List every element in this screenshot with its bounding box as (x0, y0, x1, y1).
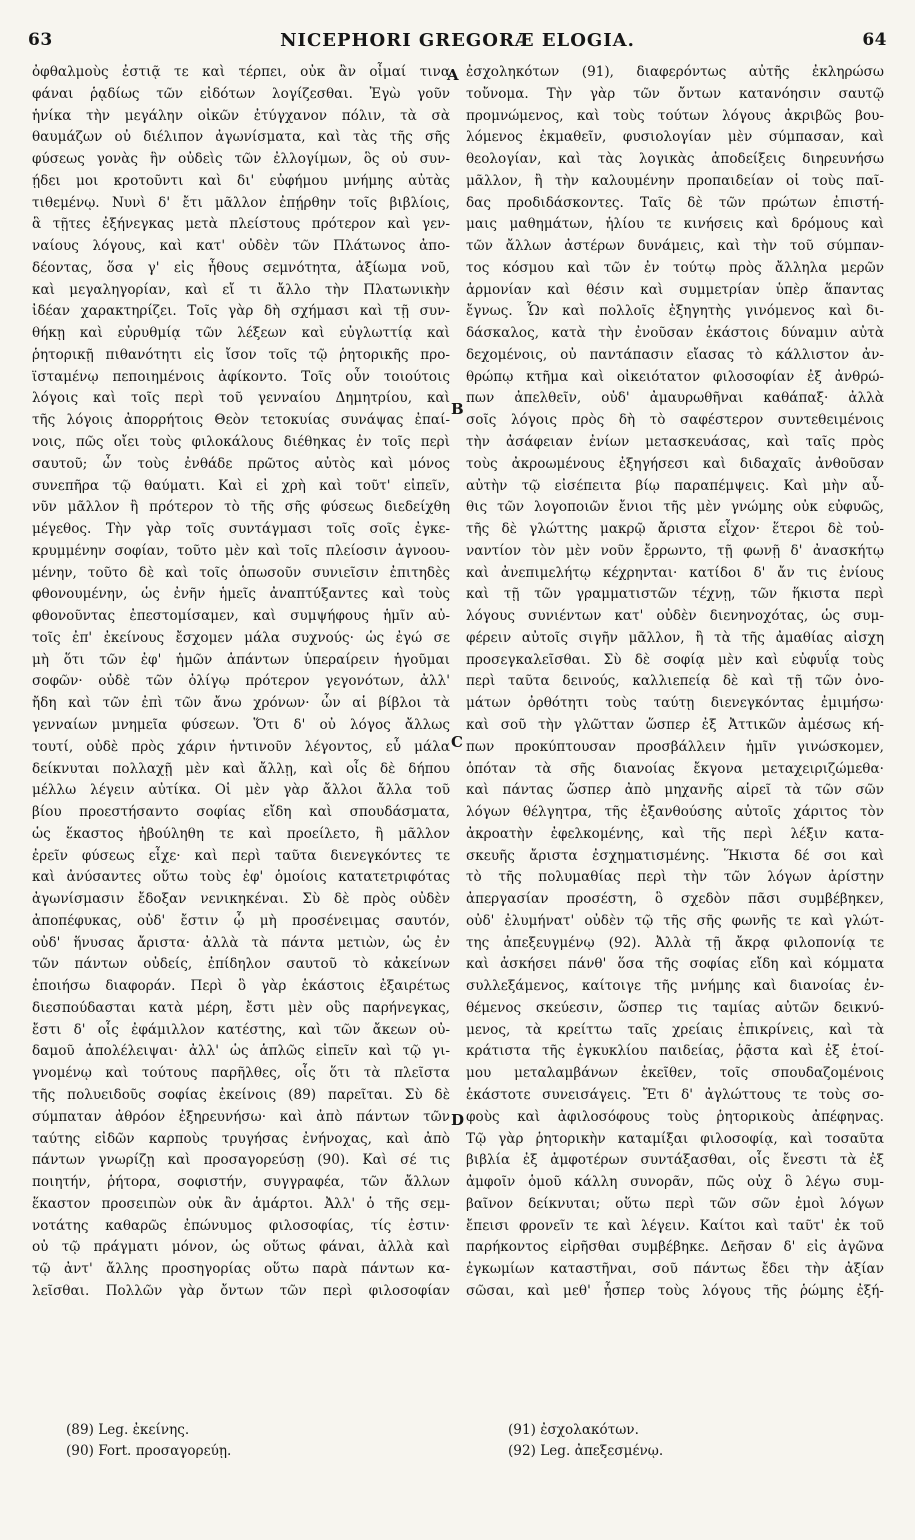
right-column-line: λόγους συνιέντων κατ' οὐδὲν διενηνοχότας, ὡς συμ- (466, 608, 884, 625)
left-column-line: μένην, τοῦτο δὲ καὶ τοῖς ὁπωσοῦν συνιεῖσιν ἐπιτηδὲς (32, 564, 450, 581)
right-column-line: πων ἀπελθεῖν, οὐδ' ἀμαυρωθῆναι καθάπαξ· ἀλλὰ (466, 390, 884, 407)
left-column-line: φθονοῦντας ἐπεστομίσαμεν, καὶ συμψήφους ἡμῖν αὐ- (32, 608, 450, 625)
left-column-line: ἔστι δ' οἷς ἐφάμιλλον κατέστης, καὶ τῶν ἄκεων οὐ- (32, 1021, 450, 1038)
right-column-line: Τῷ γὰρ ῥητορικὴν καταμίξαι φιλοσοφίᾳ, καὶ τοσαῦτα (466, 1130, 884, 1147)
left-column-line: νοις, πῶς οἴει τοὺς φιλοκάλους διέθηκας ἐν τοῖς περὶ (32, 434, 450, 451)
right-column-line: καὶ πάντας ὥσπερ ἀπὸ μηχανῆς αἱρεῖ τὰ τῶν σῶν (466, 782, 884, 799)
left-column-line: ὡς ἕκαστος ἠβούληθη τε καὶ προείλετο, ἢ μᾶλλον (32, 825, 450, 842)
right-text-column (466, 62, 884, 1303)
left-column-line: τουτί, οὐδὲ πρὸς χάριν ἡντινοῦν λέγοντος, εὖ μάλα (32, 738, 450, 755)
left-column-line: γενναίων μνημεῖα φύσεων. Ὅτι δ' οὐ λόγος ἄλλως (32, 716, 450, 733)
left-column-line: φθονουμένην, ὡς ἐνῆν ἡμεῖς ἀναπτύξαντες καὶ τοὺς (32, 586, 450, 603)
right-column-line: κράτιστα τῆς ἐγκυκλίου παιδείας, ῥᾷστα καὶ ἐξ ἑτοί- (466, 1043, 884, 1060)
left-column-line: τιθεμένῳ. Νυνὶ δ' ἔτι μᾶλλον ἐπῄρθην τοῖς βιβλίοις, (32, 194, 450, 211)
right-column-line: τοὔνομα. Τὴν γὰρ τῶν ὄντων κατανόησιν σαυτῷ (466, 85, 884, 102)
left-column-line: θήκῃ καὶ εὐρυθμίᾳ τῶν λέξεων καὶ εὐγλωττίᾳ καὶ (32, 325, 450, 342)
left-column-line: ϊσταμένῳ πεποιημένοις ἀφίκοντο. Τοῖς οὖν τοιούτοις (32, 368, 450, 385)
right-column-line: προσεγκαλεῖσθαι. Σὺ δὲ σοφίᾳ μὲν καὶ εὐφυΐᾳ τοὺς (466, 651, 884, 668)
left-column-line: δαμοῦ ἀπολέλειψαι· ἀλλ' ὡς ἁπλῶς εἰπεῖν καὶ τῷ γι- (32, 1043, 450, 1060)
footnote: (89) Leg. ἐκείνης. (66, 1422, 190, 1438)
left-column-line: τῆς πολυειδοῦς σοφίας ἐκείνοις (89) παρεῖται. Σὺ δὲ (32, 1086, 450, 1103)
right-column-line: ναντίον τὸν μὲν νοῦν ἔρρωντο, τῇ φωνῇ δ' ἀνασκήτῳ (466, 542, 884, 559)
left-column-line: ἕκαστον προσειπὼν οὐκ ἂν ἁμάρτοι. Ἀλλ' ὁ τῆς σεμ- (32, 1195, 450, 1212)
left-column-line: ποιητήν, ῥήτορα, σοφιστήν, συγγραφέα, τῶν ἄλλων (32, 1174, 450, 1191)
right-column-line: μάτων ὀρθότητι τοὺς ταύτῃ διενεγκόντας ἐμιμήσω· (466, 695, 884, 712)
right-column-line: ἐσχοληκότων (91), διαφερόντως αὐτῆς ἐκληρώσω (466, 64, 884, 80)
left-column-line: δέοντας, ὅσα γ' εἰς ἦθους σεμνότητα, ἀξίωμα νοῦ, (32, 259, 450, 276)
right-column-line: θεολογίαν, καὶ τὰς λογικὰς ἀποδείξεις διηρευνήσω (466, 151, 884, 168)
left-column-line: ναίους λόγους, καὶ κατ' οὐδὲν τῶν Πλάτωνος ἀπο- (32, 238, 450, 255)
right-column-line: ἔγνως. Ὧν καὶ πολλοῖς ἐξηγητὴς γινόμενος καὶ δι- (466, 303, 884, 320)
left-column-line: τοῖς ἐπ' ἐκείνους ἔσχομεν μάλα συχνούς· ὡς ἐγώ σε (32, 629, 450, 646)
left-column-line: ἐρεῖν φύσεως εἶχε· καὶ περὶ ταῦτα διενεγκόντες τε (32, 847, 450, 864)
left-column-line: βίου προεστήσαντο σοφίας εἴδη καὶ σπουδάσματα, (32, 804, 450, 821)
right-column-line: λόγων θέλγητρα, τῆς ἐξανθούσης αὐτοῖς χάριτος τὸν (466, 804, 884, 821)
right-column-line: ἁρμονίαν καὶ θέσιν καὶ συμμετρίαν ὑπὲρ ἅπαντας (466, 281, 884, 298)
footnote: (90) Fort. προσαγορεύῃ. (66, 1443, 232, 1459)
left-column-line: λόγοις καὶ τοῖς περὶ τοῦ γενναίου Δημητρίου, καὶ (32, 390, 450, 407)
section-marker-a: A (447, 66, 459, 84)
right-column-line: ἑκάστοτε συνεισάγεις. Ἔτι δ' ἀγλώττους τε τοὺς σο- (466, 1086, 884, 1103)
footnotes-right (508, 1420, 808, 1462)
right-column-line: περὶ ταῦτα δεινούς, καλλιεπείᾳ δὲ καὶ τῇ τῶν ὀνο- (466, 673, 884, 690)
right-column-line: τὸ τῆς πολυμαθίας περὶ τὴν τῶν λόγων ἀρίστην (466, 869, 884, 886)
right-column-line: ἐγκωμίων καταστῆναι, σοῦ πάντως ἔδει τὴν ἀξίαν (466, 1261, 884, 1278)
page-number-left: 63 (28, 30, 53, 50)
left-column-line: σοφῶν· οὐδὲ τῶν ὀλίγῳ πρότερον γεγονότων, ἀλλ' (32, 673, 450, 690)
left-column-line: γνομένῳ καὶ τούτους παρῆλθες, οἷς ὅτι τὰ πλεῖστα (32, 1065, 450, 1082)
page-number-right: 64 (862, 30, 887, 50)
right-column-line: μαις μαθημάτων, ἡλίου τε κινήσεις καὶ δρόμους καὶ (466, 216, 884, 233)
right-column-line: καὶ σοῦ τὴν γλῶτταν ὥσπερ ἐξ Ἀττικῶν ἀμέσως κή- (466, 716, 884, 733)
right-column-line: ἀμφοῖν ὁμοῦ κάλλη συνορᾶν, πῶς οὐχ ὃ λέγω συμ- (466, 1174, 884, 1191)
right-column-line: τοὺς ἀκροωμένους ἐξηγήσεσι καὶ διδαχαῖς ἀνθοῦσαν (466, 455, 884, 472)
right-column-line: φέρειν αὐτοῖς σιγῆν μᾶλλον, ἢ τὰ τῆς ἀμαθίας αἰσχη (466, 629, 884, 646)
left-column-line: ἐποιήσω διαφοράν. Περὶ ὃ γὰρ ἑκάστοις ἐξαιρέτως (32, 978, 450, 995)
left-column-line: νῦν μᾶλλον ἢ πρότερον τὸ τῆς σῆς φύσεως διεδείχθη (32, 499, 450, 516)
footnote: (91) ἐσχολακότων. (508, 1422, 639, 1438)
section-marker-c: C (451, 733, 463, 751)
left-column-line: φύσεως γονὰς ἣν οὐδεὶς τῶν ἐλλογίμων, ὃς οὐ συν- (32, 151, 450, 168)
right-column-line: ἀκροατὴν ἐφελκομένης, καὶ τῆς περὶ λέξιν κατα- (466, 825, 884, 842)
right-column-line: καὶ τῇ τῶν γραμματιστῶν τέχνῃ, τῶν ἥκιστα περὶ (466, 586, 884, 603)
left-column-line: ταύτης εἰδῶν καρποὺς τρυγήσας ἐνήνοχας, καὶ ἀπὸ (32, 1130, 450, 1147)
left-column-line: ἤδη καὶ τῶν ἐπὶ τῶν ἄνω χρόνων· ὧν αἱ βίβλοι τὰ (32, 695, 450, 712)
left-column-line: καὶ ἀνύσαντες οὕτω τοὺς ἐφ' ὁμοίοις κατατετριφότας (32, 869, 450, 886)
right-column-line: βαῖνον δείκνυται; οὕτω περὶ τῶν σῶν ἐμοὶ λόγων (466, 1195, 884, 1212)
section-marker-b: B (451, 400, 464, 418)
footnotes-left (66, 1420, 366, 1462)
right-column-line: θρώπῳ κτῆμα καὶ οἰκειότατον φιλοσοφίαν ἐξ ἀνθρώ- (466, 368, 884, 385)
left-column-line: ὀφθαλμοὺς ἐστιᾷ τε καὶ τέρπει, οὐκ ἂν οἶμαί τινα (32, 64, 450, 80)
right-column-line: της ἀπεξευγμένῳ (92). Ἀλλὰ τῇ ἄκρᾳ φιλοπονίᾳ τε (466, 934, 884, 951)
right-column-line: δεχομένοις, οὐ παντάπασιν εἴασας τὸ κάλλιστον ἀν- (466, 346, 884, 363)
left-column-line: ἀγωνίσμασιν ἔδοξαν νενικηκέναι. Σὺ δὲ πρὸς οὐδὲν (32, 891, 450, 908)
left-column-line: ἃ τῇτες ἐξήνεγκας μετὰ πλείστους πρότερον καὶ γεν- (32, 216, 450, 233)
right-column-line: πων προκύπτουσαν προσβάλλειν ἡμῖν γινώσκομεν, (466, 738, 884, 755)
left-column-line: καὶ μεγαληγορίαν, καὶ εἴ τι ἄλλο τὴν Πλατωνικὴν (32, 281, 450, 298)
left-column-line: ἰδέαν χαρακτηρίζει. Τοῖς γὰρ δὴ σχήμασι καὶ τῇ συν- (32, 303, 450, 320)
right-column-line: σοῖς λόγοις πρὸς δὴ τὸ σαφέστερον συντεθειμένοις (466, 412, 884, 429)
right-column-line: τῆς δὲ γλώττης μακρῷ ἄριστα εἶχον· ἕτεροι δὲ τοὐ- (466, 521, 884, 538)
right-column-line: τος κόσμου καὶ τῶν ἐν τούτῳ πρὸς ἄλληλα μερῶν (466, 259, 884, 276)
left-column-line: συνεπῆρα τῷ θαύματι. Καὶ εἰ χρὴ καὶ τοῦτ' εἰπεῖν, (32, 477, 450, 494)
right-column-line: μενος, τὰ κρείττω ταῖς χρείαις ἐπικρίνεις, καὶ τὰ (466, 1021, 884, 1038)
left-column-line: ἀποπέφυκας, οὐδ' ἔστιν ᾧ μὴ προσένειμας σαυτόν, (32, 912, 450, 929)
right-column-line: παρήκοντος εἰρῆσθαι συμβέβηκε. Δεῆσαν δ' εἰς ἀγῶνα (466, 1239, 884, 1256)
right-column-line: σῶσαι, καὶ μεθ' ἧσπερ τοὺς λόγους τῆς ῥώμης ἐξή- (466, 1282, 884, 1299)
left-column-line: κρυμμένην σοφίαν, τοῦτο μὲν καὶ τοῖς πλείοσιν ἀγνοου- (32, 542, 450, 559)
right-column-line: βιβλία ἐξ ἀμφοτέρων συντάξασθαι, οἷς ἔνεστι τὰ ἐξ (466, 1152, 884, 1169)
right-column-line: καὶ ἀνεπιμελήτῳ κέχρηνται· κατίδοι δ' ἄν τις ἐνίους (466, 564, 884, 581)
right-column-line: ἔπεισι φρονεῖν τε καὶ λέγειν. Καίτοι καὶ ταῦτ' ἐκ τοῦ (466, 1217, 884, 1234)
right-column-line: δάσκαλος, κατὰ τὴν ἐνοῦσαν ἑκάστοις δύναμιν αὐτὰ (466, 325, 884, 342)
left-column-line: ἡνίκα τὴν μεγάλην οἰκῶν ἐτύγχανον πόλιν, τὰ σὰ (32, 107, 450, 124)
right-column-line: μᾶλλον, ἢ τὴν καλουμένην προπαιδείαν οἱ τοὺς παῖ- (466, 172, 884, 189)
footnote: (92) Leg. ἀπεξεσμένῳ. (508, 1443, 664, 1459)
section-marker-d: D (451, 1111, 465, 1129)
right-column-line: ὁπόταν τὰ σῆς διανοίας ἔκγονα μεταχειριζώμεθα· (466, 760, 884, 777)
left-column-line: ῥητορικῇ πιθανότητι εἰς ἴσον τοῖς τῷ ῥητορικῆς προ- (32, 346, 450, 363)
left-column-line: τῶν πάντων οὐδείς, ἐπίδηλον σαυτοῦ τὸ κἀκείνων (32, 956, 450, 973)
right-column-line: οὐδ' ἐλυμήνατ' οὐδὲν τῷ τῆς σῆς φωνῆς τε καὶ γλώτ- (466, 912, 884, 929)
left-column-line: τῆς λόγοις ἀπορρήτοις Θεὸν τετοκυίας συνάψας ἐπαί- (32, 412, 450, 429)
left-column-line: σαυτοῦ; ὧν τοὺς ἐνθάδε πρῶτος αὐτὸς καὶ μόνος (32, 455, 450, 472)
page-header (28, 30, 887, 56)
right-column-line: τὴν ἀσάφειαν ἐνίων μετασκευάσας, καὶ ταῖς πρὸς (466, 434, 884, 451)
left-column-line: μέλλω λέγειν αὐτίκα. Οἱ μὲν γὰρ ἄλλοι ἄλλα τοῦ (32, 782, 450, 799)
left-column-line: νοτάτης καθαρῶς ἐπώνυμος φιλοσοφίας, τίς ἐστιν· (32, 1217, 450, 1234)
right-column-line: μου μεταλαμβάνων ἐκεῖθεν, τοῖς σπουδαζομένοις (466, 1065, 884, 1082)
left-column-line: οὐδ' ἥνυσας ἄριστα· ἀλλὰ τὰ πάντα μετιὼν, ὡς ἐν (32, 934, 450, 951)
left-text-column (32, 62, 450, 1303)
running-title: NICEPHORI GREGORÆ ELOGIA. (280, 30, 635, 51)
right-column-line: σκευῆς ἄριστα ἐσχηματισμένης. Ἥκιστα δέ σοι καὶ (466, 847, 884, 864)
left-column-line: φάναι ῥᾳδίως τῶν εἰδότων λογίζεσθαι. Ἐγὼ γοῦν (32, 85, 450, 102)
left-column-line: δείκνυται πολλαχῇ μὲν καὶ ἄλλῃ, καὶ οἷς δὲ δήπου (32, 760, 450, 777)
right-column-line: καὶ ἀσκήσει πάνθ' ὅσα τῆς σοφίας εἴδη καὶ κόμματα (466, 956, 884, 973)
left-column-line: λεῖσθαι. Πολλῶν γὰρ ὄντων τῶν περὶ φιλοσοφίαν (32, 1282, 450, 1299)
right-column-line: αὐτὴν τῷ εἰσέπειτα βίῳ παραπέμψεις. Καὶ μὴν αὖ- (466, 477, 884, 494)
right-column-line: προμνώμενος, καὶ τοὺς τούτων λόγους ἀκριβῶς βου- (466, 107, 884, 124)
right-column-line: ἀπεργασίαν προσέστη, ὃ σχεδὸν πᾶσι συμβέβηκεν, (466, 891, 884, 908)
right-column-line: φοὺς καὶ ἀφιλοσόφους τοὺς ῥητορικοὺς ἀπέφηνας. (466, 1108, 884, 1125)
left-column-line: διεσπούδασται κατὰ μέρη, ἔστι μὲν οὓς παρήνεγκας, (32, 999, 450, 1016)
right-column-line: συλλεξάμενος, καίτοιγε τῆς μνήμης καὶ διανοίας ἐν- (466, 978, 884, 995)
right-column-line: θις τῶν λογοποιῶν ἔνιοι τῆς μὲν γνώμης οὐκ εὐφυῶς, (466, 499, 884, 516)
left-column-line: μέγεθος. Τὴν γὰρ τοῖς συντάγμασι τοῖς σοῖς ἐγκε- (32, 521, 450, 538)
left-column-line: μὴ ὅτι τῶν ἐφ' ἡμῶν ἁπάντων ὑπεραίρειν ἡγοῦμαι (32, 651, 450, 668)
left-column-line: θαυμάζων οὐ διέλιπον ἀγωνίσματα, καὶ τὰς τῆς σῆς (32, 129, 450, 146)
right-column-line: τῶν ἄλλων ἀστέρων δυνάμεις, καὶ τὴν τοῦ σύμπαν- (466, 238, 884, 255)
right-column-line: δας προδιδάσκοντες. Ταῖς δὲ τῶν πρώτων ἐπιστή- (466, 194, 884, 211)
left-column-line: τῷ ἀντ' ἄλλης προσηγορίας οὕτω παρὰ πάντων κα- (32, 1261, 450, 1278)
left-column-line: σύμπαταν ἀθρόον ἐξηρευνήσω· καὶ ἀπὸ πάντων τῶν (32, 1108, 450, 1125)
right-column-line: θέμενος σκεύεσιν, ὥσπερ τις ταμίας αὐτῶν δεικνύ- (466, 999, 884, 1016)
right-column-line: λόμενος ἐκμαθεῖν, φυσιολογίαν μὲν σύμπασαν, καὶ (466, 129, 884, 146)
left-column-line: οὐ τῷ πράγματι μόνον, ὡς οὕτως φάναι, ἀλλὰ καὶ (32, 1239, 450, 1256)
left-column-line: πάντων γνωρίζῃ καὶ προσαγορεύσῃ (90). Καὶ σέ τις (32, 1152, 450, 1169)
left-column-line: ῄδει μοι κροτοῦντι καὶ δι' εὐφήμου μνήμης αὐτὰς (32, 172, 450, 189)
